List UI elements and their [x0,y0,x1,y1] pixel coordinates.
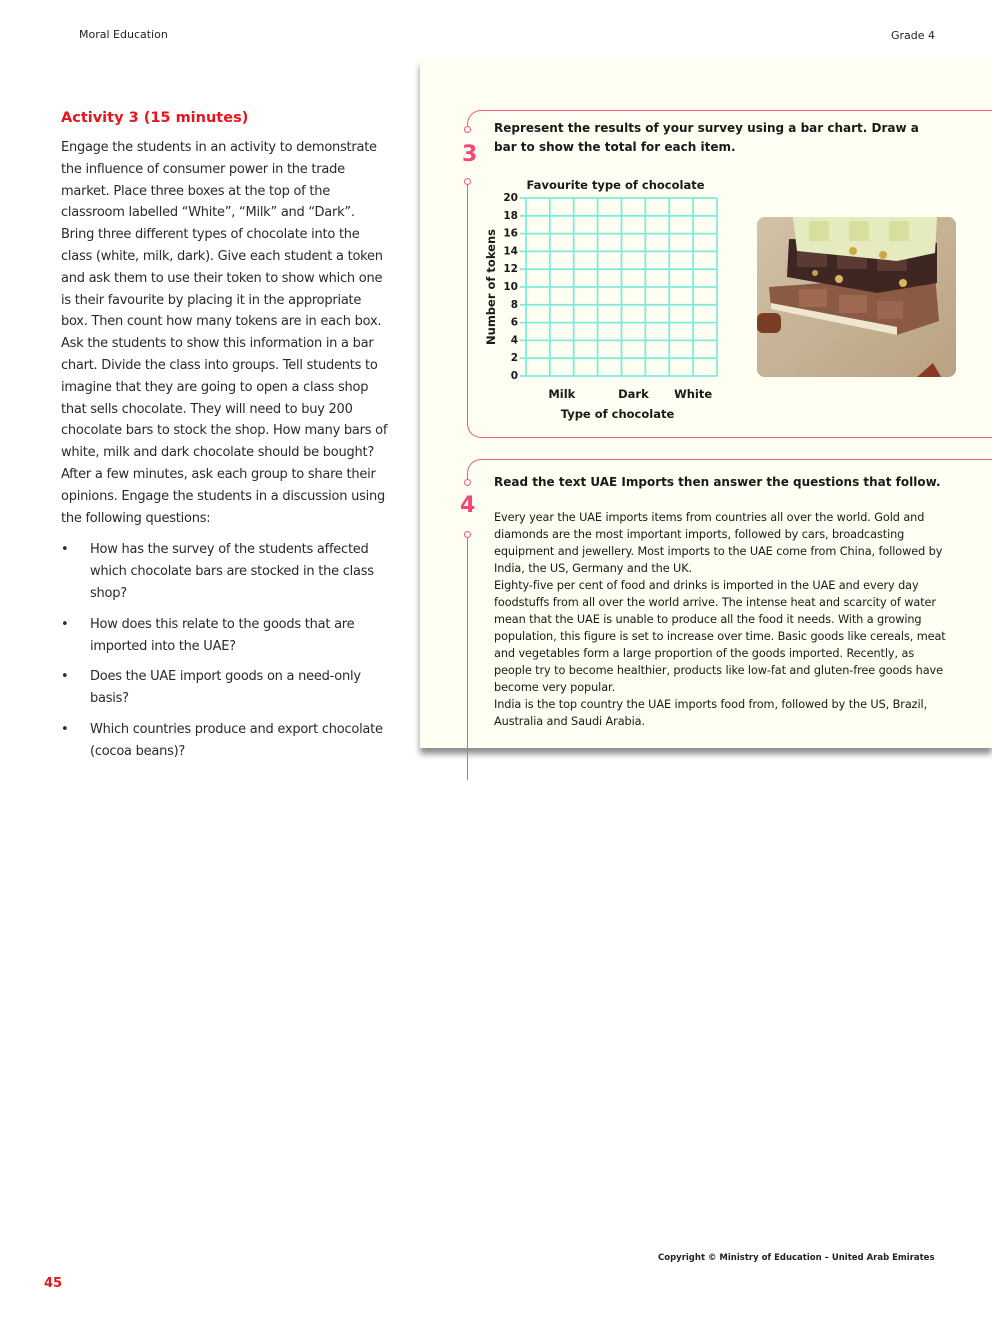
bracket-node [464,531,471,538]
question-item [61,614,391,658]
question-item [61,539,391,604]
y-tick-label: 12 [503,263,518,276]
x-axis-label: Type of chocolate [560,407,675,421]
question-text: How has the survey of the students affected which chocolate bars are stocked in the class shop? [90,542,374,601]
bar-chart[interactable] [475,172,725,422]
y-tick-label: 18 [503,209,518,222]
bracket-node [464,178,471,185]
y-tick-label: 14 [503,245,518,258]
y-tick-label: 2 [510,352,518,365]
bullet-icon: • [61,616,69,632]
step-number-4: 4 [460,493,476,518]
question-item [61,666,391,710]
chocolate-image-icon [757,217,956,377]
y-axis-label: Number of tokens [484,229,498,345]
chocolate-photo [757,217,956,377]
step4-instruction: Read the text UAE Imports then answer the questions that follow. [494,475,941,489]
chart-title: Favourite type of chocolate [526,178,705,192]
y-tick-label: 0 [510,370,518,382]
reading-paragraph: India is the top country the UAE imports food from, followed by the US, Brazil, Australia and Saudi Arabia. [494,698,928,728]
x-tick-label: White [674,387,713,401]
question-text: How does this relate to the goods that are imported into the UAE? [90,616,355,654]
subject-header: Moral Education [79,28,168,41]
activity-section [61,110,391,772]
bracket-node [464,126,471,133]
question-text: Does the UAE import goods on a need-only basis? [90,669,361,707]
bullet-icon: • [61,542,69,558]
activity-title-bold: Activity 3 [61,110,139,126]
y-tick-label: 16 [503,227,518,240]
x-tick-label: Milk [548,387,576,401]
x-tick-label: Dark [618,387,649,401]
page-number: 45 [44,1276,63,1291]
discussion-questions [61,539,391,762]
y-tick-label: 4 [510,334,518,347]
bullet-icon: • [61,669,69,685]
activity-duration: (15 minutes) [138,110,249,126]
reading-paragraph: Every year the UAE imports items from countries all over the world. Gold and diamonds are the most important imports, followed by cars, broadcasting equipment and jewellery. Most imports to the UAE come from China, followed by India, the US, Germany and the UK. [494,511,943,575]
activity-body: Engage the students in an activity to demonstrate the influence of consumer power in the trade market. Place three boxes at the top of the classroom labelled “White”, “Milk” and “Dark”. Bring three different types of chocolate into the class (white, milk, dark). Give each student a token and ask them to use their token to show which one is their favourite by placing it in the appropriate box. Then count how many tokens are in each box. Ask the students to show this information in a bar chart. Divide the class into groups. Tell students to imagine that they are going to open a class shop that sells chocolate. They will need to buy 200 chocolate bars to stock the shop. How many bars of white, milk and dark chocolate should be bought? After a few minutes, ask each group to share their opinions. Engage the students in a discussion using the following questions: [61,140,388,526]
step-number-3: 3 [462,142,478,167]
uae-imports-text [494,509,954,730]
student-book-panel [420,60,992,748]
y-tick-label: 6 [510,316,518,329]
copyright-footer: Copyright © Ministry of Education – United Arab Emirates [658,1253,935,1263]
bracket-node [464,479,471,486]
question-item [61,719,391,763]
step3-instruction: Represent the results of your survey using a bar chart. Draw a bar to show the total for each item. [494,121,919,154]
question-text: Which countries produce and export chocolate (cocoa beans)? [90,721,383,759]
y-tick-label: 10 [503,281,518,293]
activity-title [61,110,391,126]
y-tick-label: 8 [510,298,518,311]
reading-paragraph: Eighty-five per cent of food and drinks is imported in the UAE and every day foodstuffs from all over the world arrive. The intense heat and scarcity of water mean that the UAE is unable to produce all the food it needs. With a growing population, this figure is set to increase over time. Basic goods like cereals, meat and vegetables form a large proportion of the goods imported. Recently, as people try to become healthier, products like low-fat and gluten-free goods have become very popular. [494,579,946,694]
bullet-icon: • [61,721,69,737]
y-tick-label: 20 [503,192,518,204]
grade-header: Grade 4 [891,29,936,42]
